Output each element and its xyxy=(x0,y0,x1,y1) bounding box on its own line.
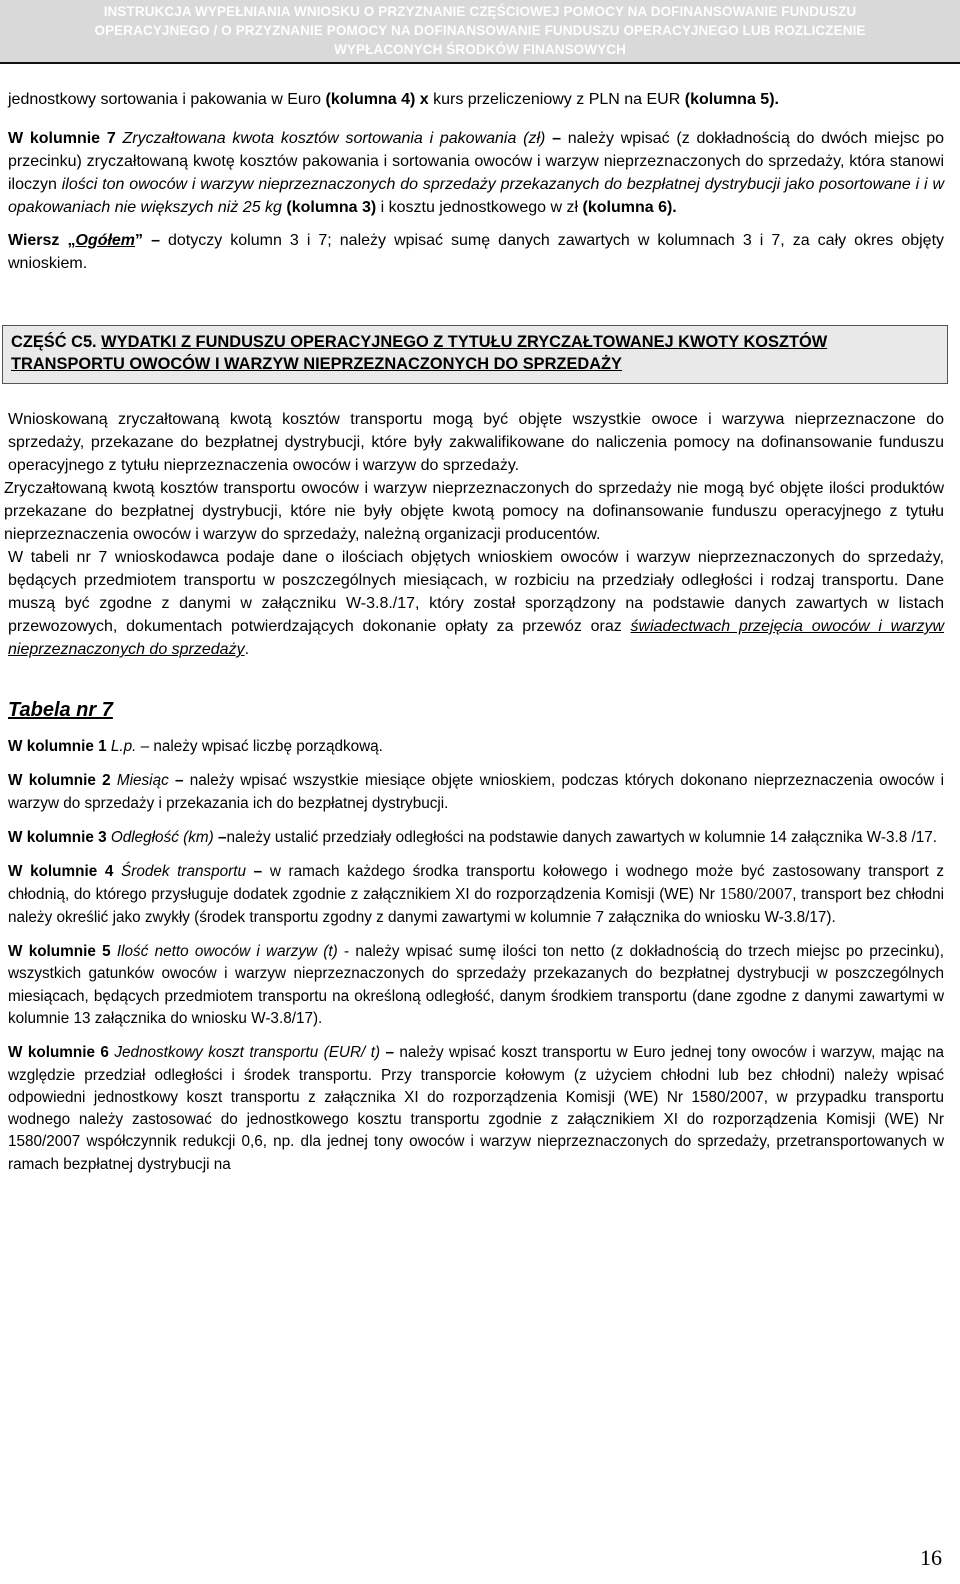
text: należy wpisać (z dokładnością do dwóch miejsc po przecinku) zryczałtowaną kwotę kosztów pakowania i sortowania owoców i warzyw nieprzeznaczonych do sprzedaży, która stanowi iloczyn xyxy=(8,130,945,193)
bold-text: W kolumnie 2 xyxy=(8,772,111,790)
paragraph-kolumna-7 xyxy=(0,127,950,219)
italic-text: Odległość (km) xyxy=(106,828,214,846)
text: kurs przeliczeniowy z PLN na EUR xyxy=(428,91,685,108)
paragraph-kolumna-5 xyxy=(0,941,950,1030)
bold-text: – xyxy=(246,863,263,881)
paragraph-kolumna-6 xyxy=(0,1042,950,1176)
page-number: 16 xyxy=(920,1545,942,1570)
text: W tabeli nr 7 wnioskodawca podaje dane o ilościach objętych wnioskiem owoców i warzyw nieprzeznaczonych do sprzedaży, będących przedmiotem transportu w poszczególnych miesiącach, w rozbiciu na przedziały odległości i rodzaj transportu. Dane muszą być zgodne z danymi w załączniku W-3.8./17, który został sporządzony na podstawie danych zawartych w listach przewozowych, dokumentach potwierdzających dokonanie opłaty za przewóz oraz xyxy=(8,549,944,635)
text: należy wpisać koszt transportu w Euro jednej tony owoców i warzyw, mając na względzie przedział odległości i środek transportu. Przy transporcie kołowym (z użyciem chłodni lub bez chłodni) należy wpisać odpowiedni jednostkowy koszt transportu z załącznika XI do rozporządzenia Komisji (WE) Nr 1580/2007, w przypadku transportu wodnego należy zastosować do jednostkowego kosztu transportu zgodnie z załącznikiem XI do rozporządzenia Komisji (WE) Nr 1580/2007 współczynnik redukcji 0,6, np. dla jednej tony owoców i warzyw nieprzeznaczonych do sprzedaży, przetransportowanych w ramach bezpłatnej dystrybucji na xyxy=(8,1044,944,1173)
section-heading-c5 xyxy=(2,325,948,384)
text: – należy wpisać liczbę porządkową. xyxy=(136,738,383,755)
table-title: Tabela nr 7 xyxy=(8,699,113,721)
italic-text: ilości ton owoców i warzyw nieprzeznaczonych do sprzedaży przekazanych do bezpłatnej dystrybucji jako posortowane i i w opakowaniach nie większych niż 25 kg xyxy=(8,176,944,216)
italic-text: L.p. xyxy=(106,738,137,755)
text: . xyxy=(244,641,250,658)
bold-text: ” – xyxy=(135,232,160,249)
section-title: WYDATKI Z FUNDUSZU OPERACYJNEGO Z TYTUŁU ZRYCZAŁTOWANEJ KWOTY KOSZTÓW TRANSPORTU OWOCÓW I WARZYW NIEPRZEZNACZONYCH DO SPRZEDAŻY xyxy=(11,333,828,373)
bold-text: W kolumnie 5 xyxy=(8,943,111,961)
bold-italic-text: Ogółem xyxy=(75,232,136,249)
document-header xyxy=(0,0,960,64)
bold-text: W kolumnie 3 xyxy=(8,828,107,846)
text: w ramach każdego środka transportu kołowego i wodnego może być zastosowany transport z chłodnią, do którego przysługuje dodatek zgodnie z załącznikiem XI do rozporządzenia Komisji (WE) Nr xyxy=(8,863,945,904)
bold-text: (kolumna 4) x xyxy=(325,91,429,108)
italic-text: świadectwach przejęcia owoców i warzyw nieprzeznaczonych do sprzedaży xyxy=(8,618,944,658)
header-line-2: OPERACYJNEGO / O PRZYZNANIE POMOCY NA DOFINANSOWANIE FUNDUSZU OPERACYJNEGO LUB ROZLICZENIE xyxy=(94,23,866,38)
text: - należy wpisać sumę ilości ton netto (z dokładnością do trzech miejsc po przecinku), wszystkich gatunków owoców i warzyw nieprzeznaczonych do sprzedaży przekazanych do bezpłatnej dystrybucji w poszczególnych miesiącach, będących przedmiotem transportu na określoną odległość, danym środkiem transportu (dane zgodne z danymi zawartymi w kolumnie 13 załącznika do wniosku W-3.8/17). xyxy=(8,943,945,1027)
bold-text: – xyxy=(380,1044,394,1062)
bold-text: W kolumnie 6 xyxy=(8,1044,109,1062)
bold-text: (kolumna 5). xyxy=(684,91,779,108)
text: dotyczy kolumn 3 i 7; należy wpisać sumę danych zawartych w kolumnach 3 i 7, za cały okres objęty wnioskiem. xyxy=(8,232,945,272)
text: jednostkowy sortowania i pakowania w Euro xyxy=(8,91,326,108)
bold-text: W kolumnie 4 xyxy=(8,863,114,881)
paragraph-tabela-7-description xyxy=(0,546,950,661)
italic-text: Środek transportu xyxy=(113,863,247,881)
bold-text: (kolumna 3) xyxy=(281,199,377,216)
header-line-3: WYPŁACONYCH ŚRODKÓW FINANSOWYCH xyxy=(334,42,626,57)
text: należy wpisać wszystkie miesiące objęte wnioskiem, podczas których dokonano nieprzeznaczenia owoców i warzyw do sprzedaży i przekazania ich do bezpłatnej dystrybucji. xyxy=(8,772,944,812)
paragraph-kolumna-3 xyxy=(0,827,950,849)
paragraph-intro-1: Wnioskowaną zryczałtowaną kwotą kosztów transportu mogą być objęte wszystkie owoce i warzywa nieprzeznaczone do sprzedaży, przekazane do bezpłatnej dystrybucji, które były zakwalifikowane do naliczenia pomocy na dofinansowanie funduszu operacyjnego z tytułu nieprzeznaczenia owoców i warzyw do sprzedaży. xyxy=(8,411,944,474)
bold-text: Wiersz „ xyxy=(8,232,76,249)
bold-text: – xyxy=(213,828,227,846)
page-content xyxy=(0,88,950,1176)
paragraph-intro-2: Zryczałtowaną kwotą kosztów transportu owoców i warzyw nieprzeznaczonych do sprzedaży nie mogą być objęte ilości produktów przekazane do bezpłatnej dystrybucji, które nie były objęte kwotą pomocy na dofinansowanie funduszu operacyjnego z tytułu nieprzeznaczenia owoców i warzyw do sprzedaży, należną organizacji producentów. xyxy=(4,480,944,543)
paragraph-kolumna-1 xyxy=(0,736,950,758)
bold-text: W kolumnie 7 xyxy=(8,130,116,147)
bold-text: – xyxy=(545,130,561,147)
italic-text: Ilość netto owoców i warzyw (t) xyxy=(110,943,338,961)
italic-text: Miesiąc xyxy=(110,772,169,790)
paragraph-kolumna-2 xyxy=(0,770,950,815)
bold-text: W kolumnie 1 xyxy=(8,738,107,755)
bold-text: (kolumna 6). xyxy=(582,199,677,216)
text: i kosztu jednostkowego w zł xyxy=(376,199,583,216)
italic-text: Zryczałtowana kwota kosztów sortowania i pakowania (zł) xyxy=(115,130,546,147)
header-line-1: INSTRUKCJA WYPEŁNIANIA WNIOSKU O PRZYZNANIE CZĘŚCIOWEJ POMOCY NA DOFINANSOWANIE FUNDUSZU xyxy=(103,4,857,19)
text: , transport bez chłodni należy określić jako zwykły (środek transportu zgodny z danymi zawartymi w kolumnie 7 załącznika do wniosku W-3.8/17). xyxy=(8,886,944,926)
italic-text: Jednostkowy koszt transportu (EUR/ t) xyxy=(108,1044,381,1062)
serif-text: 1580/2007 xyxy=(719,884,793,904)
paragraph-kolumna-4 xyxy=(0,861,950,929)
paragraph-continuation xyxy=(0,88,950,111)
bold-text: – xyxy=(168,772,184,790)
paragraph-wiersz-ogolem xyxy=(0,229,950,275)
text: należy ustalić przedziały odległości na podstawie danych zawartych w kolumnie 14 załącznika W-3.8 /17. xyxy=(226,828,938,846)
section-prefix: CZĘŚĆ C5. xyxy=(11,333,102,351)
